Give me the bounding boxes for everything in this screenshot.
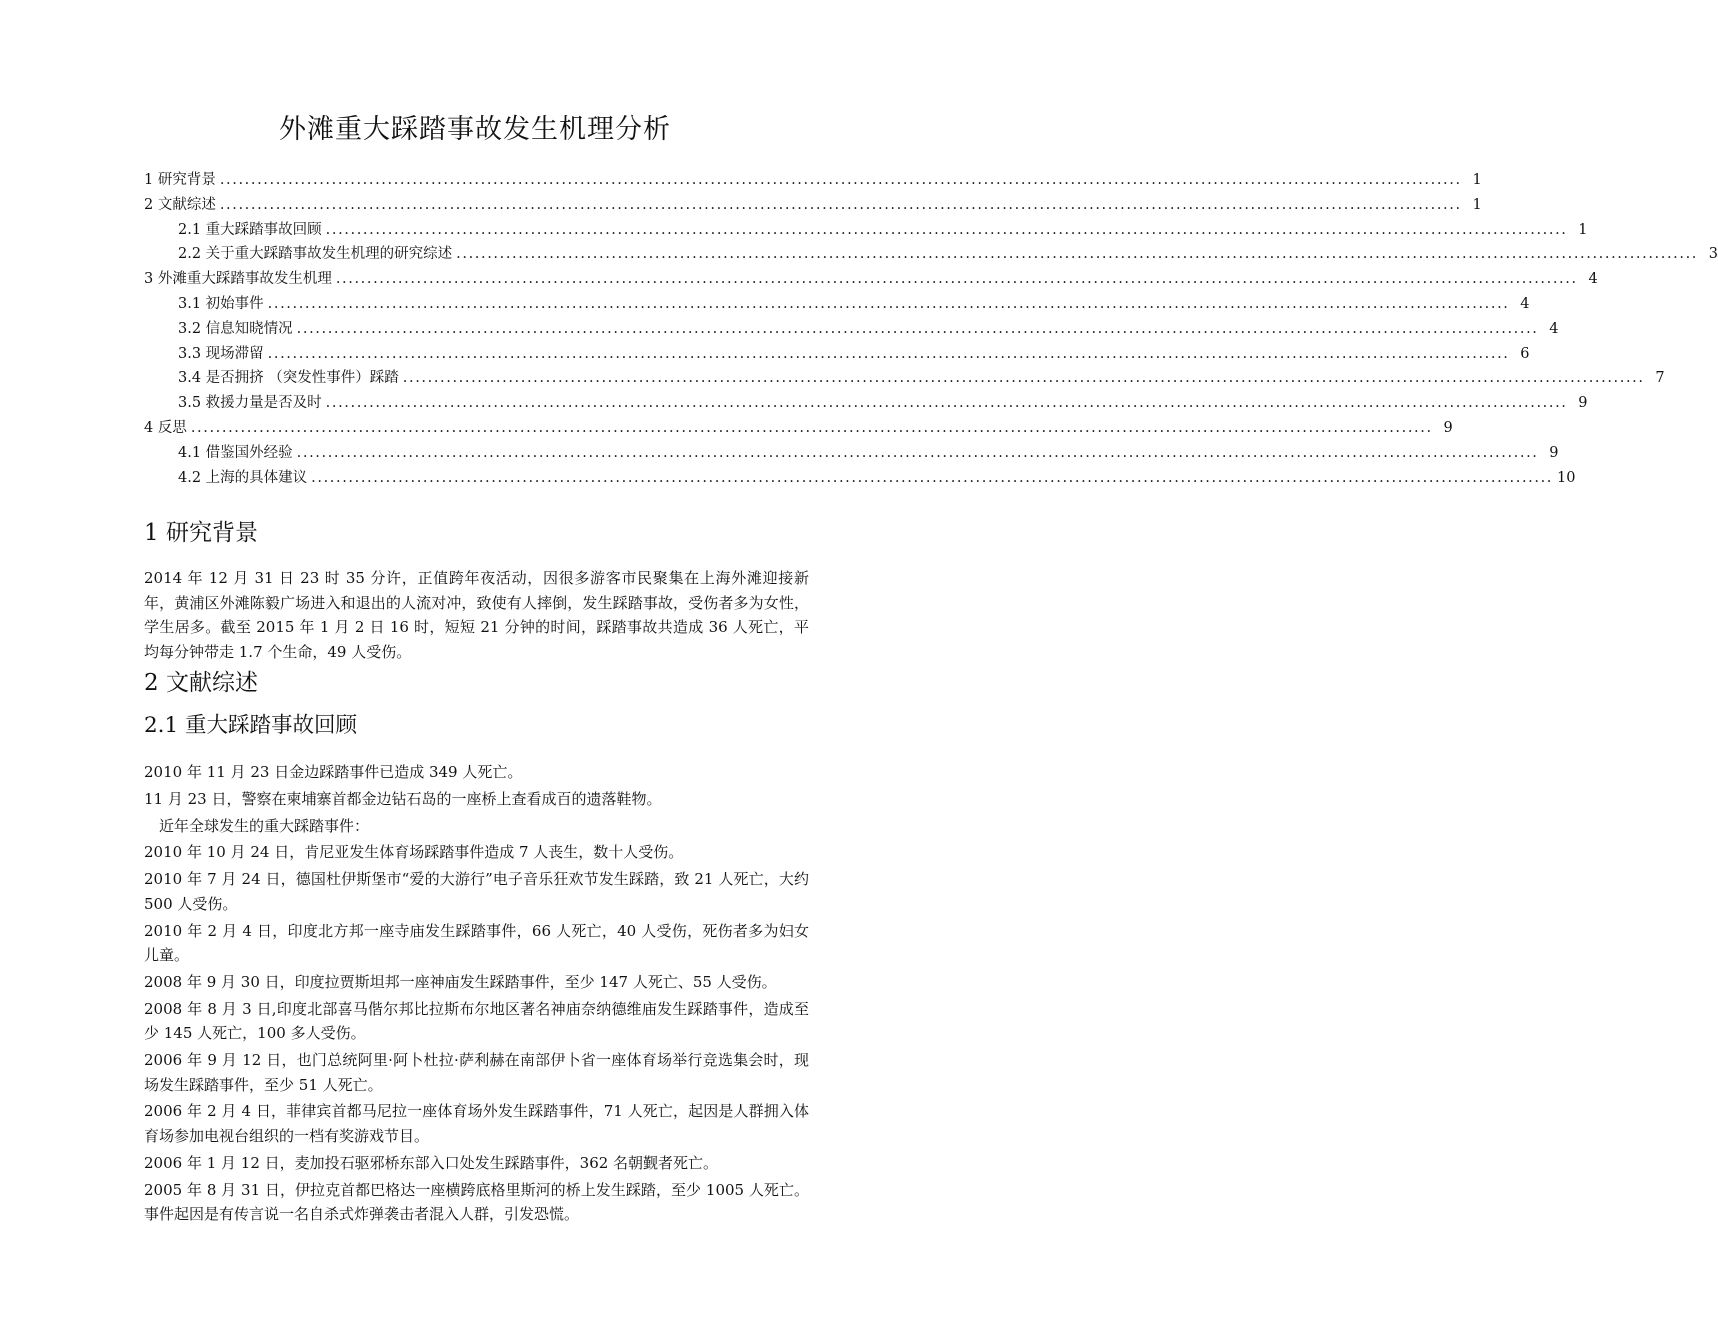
toc-entry-text: 3 外滩重大踩踏事故发生机理: [144, 271, 332, 288]
toc-entry[interactable]: [144, 242, 1718, 267]
toc-entry-page: 10: [1557, 469, 1576, 486]
toc-leader-dots: ........................................................................................................................................................................................................: [335, 271, 1578, 288]
table-of-contents: [144, 168, 1718, 490]
incident-item: 2008 年 8 月 3 日,印度北部喜马偕尔邦比拉斯布尔地区著名神庙奈纳德维庙发生踩踏事件，造成至少 145 人死亡，100 多人受伤。: [144, 999, 809, 1043]
toc-entry[interactable]: [144, 193, 1482, 218]
toc-entry-page: 9: [1443, 419, 1453, 436]
toc-leader-dots: ........................................................................................................................................................................................................: [456, 246, 1698, 263]
incident-item: 11 月 23 日，警察在柬埔寨首都金边钻石岛的一座桥上查看成百的遗落鞋物。: [144, 789, 662, 808]
toc-entry-page: 1: [1472, 172, 1482, 188]
incident-item: 2006 年 9 月 12 日，也门总统阿里·阿卜杜拉·萨利赫在南部伊卜省一座体育场举行竞选集会时，现场发生踩踏事件，至少 51 人死亡。: [144, 1051, 809, 1094]
incident-item: 2010 年 11 月 23 日金边踩踏事件已造成 349 人死亡。: [144, 763, 523, 781]
toc-leader-dots: ........................................................................................................................................................................................................: [311, 469, 1553, 486]
toc-leader-dots: ........................................................................................................................................................................................................: [296, 444, 1539, 461]
incident-item: 2005 年 8 月 31 日，伊拉克首都巴格达一座横跨底格里斯河的桥上发生踩踏，至少 1005 人死亡。事件起因是有传言说一名自杀式炸弹袭击者混入人群，引发恐慌。: [144, 1180, 809, 1224]
incident-list: [144, 760, 809, 1229]
toc-leader-dots: ........................................................................................................................................................................................................: [325, 395, 1568, 412]
incident-item: 2010 年 7 月 24 日，德国杜伊斯堡市“爱的大游行”电子音乐狂欢节发生踩踏，致 21 人死亡，大约 500 人受伤。: [144, 870, 809, 913]
toc-entry[interactable]: [144, 366, 1665, 391]
toc-entry[interactable]: [144, 391, 1588, 416]
toc-entry-text: 2 文献综述: [144, 196, 216, 213]
toc-entry-page: 7: [1655, 370, 1665, 387]
toc-entry-page: 4: [1520, 295, 1530, 312]
toc-entry[interactable]: [144, 317, 1559, 342]
toc-entry-text: 4 反思: [144, 419, 187, 436]
toc-entry-page: 9: [1578, 395, 1588, 412]
toc-entry-text: 3.2 信息知晓情况: [178, 320, 293, 337]
toc-entry-page: 4: [1549, 320, 1559, 337]
toc-entry-page: 1: [1472, 196, 1482, 213]
incident-item: 2010 年 2 月 4 日，印度北方邦一座寺庙发生踩踏事件，66 人死亡，40 人受伤，死伤者多为妇女儿童。: [144, 921, 809, 965]
toc-entry[interactable]: [144, 292, 1530, 317]
toc-leader-dots: ........................................................................................................................................................................................................: [267, 295, 1510, 312]
toc-entry[interactable]: [144, 267, 1598, 292]
toc-leader-dots: ........................................................................................................................................................................................................: [190, 419, 1433, 436]
toc-entry[interactable]: [144, 168, 1482, 193]
toc-entry[interactable]: [144, 342, 1530, 367]
toc-leader-dots: ........................................................................................................................................................................................................: [296, 320, 1539, 337]
toc-entry-text: 3.3 现场滞留: [178, 345, 264, 362]
toc-entry-page: 4: [1588, 271, 1598, 288]
section-1-heading: 1 研究背景: [144, 520, 258, 546]
toc-entry-text: 4.1 借鉴国外经验: [178, 444, 293, 461]
section-1-paragraph: 2014 年 12 月 31 日 23 时 35 分许，正值跨年夜活动，因很多游客市民聚集在上海外滩迎接新年，黄浦区外滩陈毅广场进入和退出的人流对冲，致使有人摔倒，发生踩踏事故，受伤者多为女性，学生居多。截至 2015 年 1 月 2 日 16 时，短短 21 分钟的时间，踩踏事故共造成 36 人死亡，平均每分钟带走 1.7 个生命，49 人受伤。: [144, 569, 809, 661]
section-2-1-heading: 2.1 重大踩踏事故回顾: [144, 713, 358, 738]
toc-entry-text: 2.2 关于重大踩踏事故发生机理的研究综述: [178, 246, 453, 263]
toc-entry-page: 1: [1578, 221, 1588, 238]
incident-item: 2006 年 2 月 4 日，菲律宾首都马尼拉一座体育场外发生踩踏事件，71 人死亡，起因是人群拥入体育场参加电视台组织的一档有奖游戏节目。: [144, 1102, 809, 1145]
incident-item: 2008 年 9 月 30 日，印度拉贾斯坦邦一座神庙发生踩踏事件，至少 147 人死亡、55 人受伤。: [144, 972, 777, 991]
toc-entry-text: 2.1 重大踩踏事故回顾: [178, 221, 322, 238]
toc-entry-text: 3.1 初始事件: [178, 295, 264, 312]
toc-leader-dots: ........................................................................................................................................................................................................: [267, 345, 1510, 362]
incident-item: 2006 年 1 月 12 日，麦加投石驱邪桥东部入口处发生踩踏事件，362 名朝觐者死亡。: [144, 1153, 719, 1172]
toc-entry[interactable]: [144, 466, 1576, 491]
toc-leader-dots: ........................................................................................................................................................................................................: [402, 370, 1645, 387]
section-2-heading: 2 文献综述: [144, 670, 258, 696]
toc-leader-dots: ........................................................................................................................................................................................................: [325, 221, 1568, 238]
toc-entry-page: 9: [1549, 444, 1559, 461]
toc-entry-text: 3.4 是否拥挤 （突发性事件）踩踏: [178, 370, 399, 387]
toc-leader-dots: ........................................................................................................................................................................................................: [219, 172, 1462, 188]
toc-entry[interactable]: [144, 218, 1588, 243]
toc-leader-dots: ........................................................................................................................................................................................................: [219, 196, 1462, 213]
toc-entry[interactable]: [144, 416, 1453, 441]
toc-entry-text: 1 研究背景: [144, 172, 216, 188]
toc-entry-page: 3: [1708, 246, 1718, 263]
toc-entry[interactable]: [144, 441, 1559, 466]
toc-entry-text: 4.2 上海的具体建议: [178, 469, 308, 486]
incident-item: 2010 年 10 月 24 日，肯尼亚发生体育场踩踏事件造成 7 人丧生，数十人受伤。: [144, 843, 684, 862]
toc-entry-page: 6: [1520, 345, 1530, 362]
incident-item: 近年全球发生的重大踩踏事件：: [159, 816, 370, 835]
toc-entry-text: 3.5 救援力量是否及时: [178, 395, 322, 412]
document-title: 外滩重大踩踏事故发生机理分析: [279, 114, 671, 145]
